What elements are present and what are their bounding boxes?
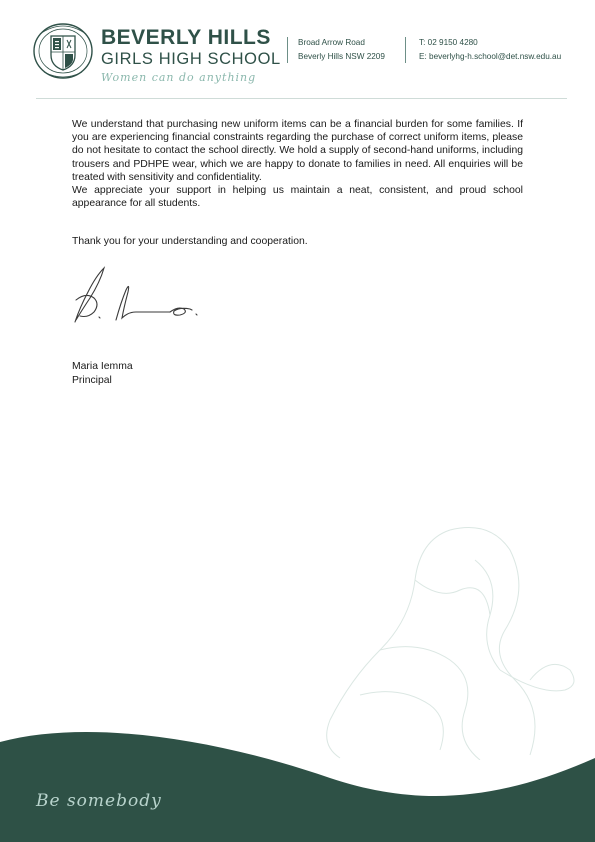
school-crest-icon xyxy=(32,22,94,80)
header-rule xyxy=(36,98,567,99)
letterhead xyxy=(0,0,595,100)
school-motto: Women can do anything xyxy=(101,71,257,84)
signer-name: Maria Iemma xyxy=(72,361,133,372)
footer-slogan: Be somebody xyxy=(36,791,162,811)
letter-paragraph: We understand that purchasing new uniform items can be a financial burden for some families. If you are experiencing financial constraints regarding the purchase of correct uniform items, please do not hesitate to contact the school directly. We hold a supply of second-hand uniforms, including trousers and PDHPE wear, which we are happy to donate to families in need. All enquiries will be treated with sensitivity and confidentiality. xyxy=(72,119,523,183)
header-divider xyxy=(405,37,406,63)
signer-title: Principal xyxy=(72,375,112,386)
school-name: BEVERLY HILLS xyxy=(101,26,271,49)
letter-body xyxy=(72,118,523,210)
footer-wave xyxy=(0,700,595,842)
address-line-2: Beverly Hills NSW 2209 xyxy=(298,52,385,61)
handwritten-signature xyxy=(66,262,202,326)
email-address: E: beverlyhg-h.school@det.nsw.edu.au xyxy=(419,52,562,61)
header-divider xyxy=(287,37,288,63)
school-name-subtitle: GIRLS HIGH SCHOOL xyxy=(101,50,281,68)
letter-paragraph: We appreciate your support in helping us maintain a neat, consistent, and proud school appearance for all students. xyxy=(72,185,523,210)
phone-number: T: 02 9150 4280 xyxy=(419,38,478,47)
letter-closing: Thank you for your understanding and cooperation. xyxy=(72,236,308,247)
address-line-1: Broad Arrow Road xyxy=(298,38,365,47)
